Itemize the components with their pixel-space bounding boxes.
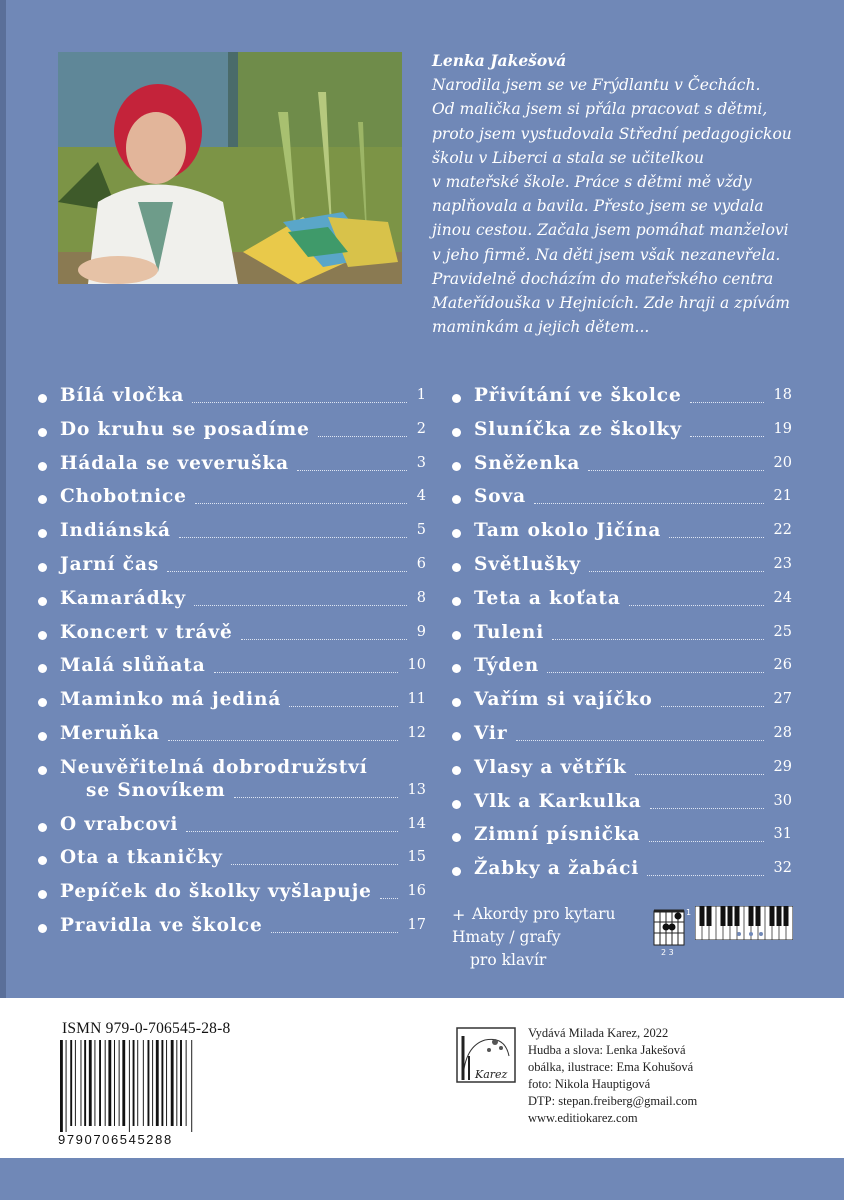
- bullet-icon: [38, 428, 47, 437]
- toc-entry[interactable]: [452, 453, 792, 479]
- toc-entry[interactable]: [38, 385, 426, 411]
- toc-page-number: 27: [773, 691, 792, 708]
- toc-page-number: 16: [407, 883, 426, 900]
- toc-title: Pepíček do školky vyšlapuje: [60, 881, 372, 903]
- toc-page-number: 6: [416, 556, 426, 572]
- toc-entry[interactable]: [38, 453, 426, 479]
- leader-dots: [647, 875, 764, 876]
- karez-logo: [455, 1026, 517, 1084]
- toc-page-number: 3: [416, 454, 426, 471]
- leader-dots: [629, 605, 764, 606]
- bullet-icon: [38, 529, 47, 538]
- bullet-icon: [452, 664, 461, 673]
- toc-title: Teta a koťata: [474, 587, 621, 609]
- toc-page-number: 24: [773, 589, 792, 606]
- bullet-icon: [38, 766, 47, 775]
- bullet-icon: [452, 428, 461, 437]
- leader-dots: [297, 470, 407, 471]
- leader-dots: [588, 470, 764, 471]
- piano-keyboard-icon: [695, 906, 793, 940]
- toc-entry[interactable]: [38, 520, 426, 546]
- isbn-text: ISMN 979-0-706545-28-8: [62, 1020, 231, 1037]
- leader-dots: [192, 402, 407, 403]
- toc-title: Světlušky: [474, 554, 581, 575]
- toc-entry[interactable]: [452, 554, 792, 580]
- logo-text: Karez: [475, 1068, 508, 1081]
- bullet-icon: [38, 924, 47, 933]
- leader-dots: [234, 797, 398, 798]
- bullet-icon: [38, 495, 47, 504]
- toc-entry[interactable]: [38, 915, 426, 941]
- toc-entry[interactable]: [452, 757, 792, 783]
- toc-entry[interactable]: [38, 723, 426, 749]
- toc-entry[interactable]: [452, 858, 792, 884]
- toc-entry[interactable]: [38, 655, 426, 681]
- toc-page-number: 5: [416, 522, 426, 539]
- credits: [528, 1025, 697, 1127]
- toc-title: Bílá vločka: [60, 385, 185, 406]
- leader-dots: [635, 774, 764, 775]
- leader-dots: [231, 864, 398, 865]
- toc-entry[interactable]: [38, 814, 426, 840]
- bullet-icon: [38, 732, 47, 741]
- toc-page-number: 11: [407, 691, 426, 708]
- bullet-icon: [452, 867, 461, 876]
- author-photo: [58, 52, 402, 284]
- toc-title: Vařím si vajíčko: [474, 689, 653, 711]
- toc-entry[interactable]: [452, 689, 792, 715]
- toc-title: Zimní písnička: [474, 824, 641, 846]
- toc-title: Chobotnice: [60, 486, 187, 508]
- toc-page-number: 31: [773, 826, 792, 843]
- toc-page-number: 8: [416, 589, 426, 606]
- leader-dots: [649, 841, 764, 842]
- toc-title: Vlasy a větřík: [474, 756, 627, 778]
- leader-dots: [194, 605, 407, 606]
- toc-title: Vir: [474, 723, 508, 744]
- leader-dots: [195, 503, 407, 504]
- toc-entry[interactable]: [452, 520, 792, 546]
- toc-entry[interactable]: [452, 655, 792, 681]
- bio-line: Narodila jsem se ve Frýdlantu v Čechách.: [432, 76, 761, 95]
- toc-title: O vrabcovi: [60, 813, 179, 835]
- toc-entry[interactable]: [38, 881, 426, 907]
- barcode-number: 9790706545288: [58, 1132, 173, 1147]
- bio-line: Pravidelně docházím do mateřského centra: [432, 269, 774, 288]
- leader-dots: [380, 898, 398, 899]
- toc-title: Meruňka: [60, 723, 161, 744]
- toc-page-number: 28: [773, 725, 792, 741]
- bullet-icon: [452, 833, 461, 842]
- toc-title: Hádala se veveruška: [60, 452, 290, 474]
- toc-page-number: 21: [773, 488, 792, 505]
- toc-entry[interactable]: [38, 554, 426, 580]
- bio-line: jinou cestou. Začala jsem pomáhat manželovi: [432, 221, 789, 240]
- toc-title: Indiánská: [60, 520, 171, 542]
- toc-title: Tam okolo Jičína: [474, 520, 662, 542]
- credit-dtp: DTP: stepan.freiberg@gmail.com: [528, 1094, 698, 1108]
- leader-dots: [547, 672, 764, 673]
- toc-entry[interactable]: [38, 588, 426, 614]
- leader-dots: [179, 537, 407, 538]
- bullet-icon: [38, 856, 47, 865]
- toc-page-number: 22: [773, 522, 792, 539]
- author-bio: [432, 49, 832, 339]
- bullet-icon: [452, 495, 461, 504]
- toc-page-number: 18: [773, 387, 792, 403]
- credit-music: Hudba a slova: Lenka Jakešová: [528, 1043, 686, 1057]
- toc-title: Neuvěřitelná dobrodružství: [60, 756, 368, 778]
- barcode-icon: [60, 1040, 196, 1132]
- bullet-icon: [452, 766, 461, 775]
- toc-page-number: 32: [773, 860, 792, 877]
- leader-dots: [241, 639, 407, 640]
- leader-dots: [650, 808, 764, 809]
- bullet-icon: [452, 462, 461, 471]
- leader-dots: [318, 436, 407, 437]
- toc-title: Kamarádky: [60, 587, 186, 609]
- bullet-icon: [38, 563, 47, 572]
- toc-entry[interactable]: [452, 486, 792, 512]
- leader-dots: [661, 706, 764, 707]
- bio-line: Od malička jsem si přála pracovat s dětmi,: [432, 100, 768, 119]
- toc-entry[interactable]: [38, 847, 426, 873]
- toc-page-number: 10: [407, 657, 426, 674]
- chord-fingering-bottom: 2 3: [661, 948, 674, 957]
- toc-entry[interactable]: [38, 622, 426, 648]
- bullet-icon: [38, 698, 47, 707]
- toc-page-number: 17: [407, 917, 426, 933]
- toc-page-number: 20: [773, 454, 792, 471]
- toc-title-continued: se Snovíkem: [86, 779, 226, 801]
- toc-page-number: 23: [773, 556, 792, 572]
- leader-dots: [289, 706, 398, 707]
- toc-page-number: 29: [773, 758, 792, 775]
- chord-fingering-top: 1: [686, 908, 692, 917]
- toc-page-number: 15: [407, 849, 426, 866]
- leader-dots: [271, 932, 398, 933]
- toc-title: Sněženka: [474, 452, 581, 474]
- leader-dots: [690, 436, 764, 437]
- toc-entry[interactable]: [38, 689, 426, 715]
- toc-entry[interactable]: [452, 588, 792, 614]
- bullet-icon: [452, 631, 461, 640]
- bullet-icon: [452, 800, 461, 809]
- toc-title: Týden: [474, 655, 540, 677]
- toc-entry[interactable]: [452, 723, 792, 749]
- toc-title: Koncert v trávě: [60, 621, 233, 643]
- toc-page-number: 1: [416, 387, 426, 403]
- toc-page-number: 19: [773, 420, 792, 437]
- bullet-icon: [38, 664, 47, 673]
- toc-title: Do kruhu se posadíme: [60, 418, 310, 440]
- bio-line: v mateřské škole. Práce s dětmi mě vždy: [432, 173, 752, 192]
- leader-dots: [669, 537, 764, 538]
- bio-line: v jeho firmě. Na děti jsem však nezanevřela.: [432, 245, 781, 264]
- leader-dots: [168, 740, 398, 741]
- bullet-icon: [452, 698, 461, 707]
- extras-line-3: pro klavír: [470, 951, 547, 969]
- bio-line: proto jsem vystudovala Střední pedagogickou: [432, 124, 792, 143]
- bullet-icon: [38, 631, 47, 640]
- credit-publisher: Vydává Milada Karez, 2022: [528, 1026, 669, 1040]
- bullet-icon: [38, 394, 47, 403]
- toc-page-number: 2: [416, 420, 426, 437]
- plus-icon: +: [452, 905, 466, 924]
- toc-entry[interactable]: [452, 419, 792, 445]
- bullet-icon: [452, 597, 461, 606]
- toc-title: Sova: [474, 486, 527, 508]
- toc-title: Malá slůňata: [60, 655, 206, 677]
- bio-line: školu v Liberci a stala se učitelkou: [432, 148, 705, 167]
- bullet-icon: [452, 732, 461, 741]
- author-name: Lenka Jakešová: [432, 51, 567, 70]
- toc-title: Přivítání ve školce: [474, 385, 682, 406]
- bullet-icon: [38, 462, 47, 471]
- bio-line: naplňovala a bavila. Přesto jsem se vydala: [432, 197, 764, 216]
- toc-title: Tuleni: [474, 621, 545, 643]
- toc-title: Maminko má jediná: [60, 689, 282, 711]
- leader-dots: [214, 672, 398, 673]
- bullet-icon: [38, 597, 47, 606]
- credit-photo: foto: Nikola Hauptigová: [528, 1077, 651, 1091]
- toc-page-number: 30: [773, 792, 792, 809]
- bullet-icon: [452, 529, 461, 538]
- leader-dots: [516, 740, 764, 741]
- bio-line: Mateřídouška v Hejnicích. Zde hraji a zpívám: [432, 294, 790, 313]
- extras-line-1: Akordy pro kytaru: [472, 905, 616, 923]
- bullet-icon: [452, 394, 461, 403]
- toc-page-number: 13: [407, 781, 426, 798]
- toc-entry[interactable]: [38, 486, 426, 512]
- bullet-icon: [38, 890, 47, 899]
- toc-page-number: 14: [407, 815, 426, 832]
- toc-entry[interactable]: [452, 385, 792, 411]
- toc-page-number: 12: [407, 725, 426, 741]
- leader-dots: [552, 639, 764, 640]
- toc-page-number: 26: [773, 657, 792, 674]
- toc-entry[interactable]: [38, 756, 426, 801]
- toc-entry[interactable]: [452, 824, 792, 850]
- toc-entry[interactable]: [452, 622, 792, 648]
- toc-title: Pravidla ve školce: [60, 915, 263, 936]
- bullet-icon: [452, 563, 461, 572]
- toc-title: Sluníčka ze školky: [474, 418, 682, 440]
- footer-band: [0, 1158, 844, 1200]
- toc-title: Žabky a žabáci: [474, 858, 640, 880]
- toc-title: Ota a tkaničky: [60, 847, 223, 869]
- guitar-chord-icon: [650, 903, 692, 957]
- leader-dots: [589, 571, 764, 572]
- toc-page-number: 9: [416, 623, 426, 640]
- credit-website[interactable]: www.editiokarez.com: [528, 1111, 638, 1125]
- bio-line: maminkám a jejich dětem...: [432, 318, 650, 337]
- toc-title: Vlk a Karkulka: [474, 790, 642, 812]
- bullet-icon: [38, 823, 47, 832]
- leader-dots: [186, 831, 398, 832]
- leader-dots: [534, 503, 764, 504]
- leader-dots: [690, 402, 764, 403]
- toc-entry[interactable]: [452, 791, 792, 817]
- toc-page-number: 4: [416, 488, 426, 505]
- credit-cover: obálka, ilustrace: Ema Kohušová: [528, 1060, 694, 1074]
- toc-title: Jarní čas: [60, 554, 160, 575]
- extras-line-2: Hmaty / grafy: [452, 928, 561, 946]
- toc-page-number: 25: [773, 623, 792, 640]
- toc-entry[interactable]: [38, 419, 426, 445]
- leader-dots: [167, 571, 407, 572]
